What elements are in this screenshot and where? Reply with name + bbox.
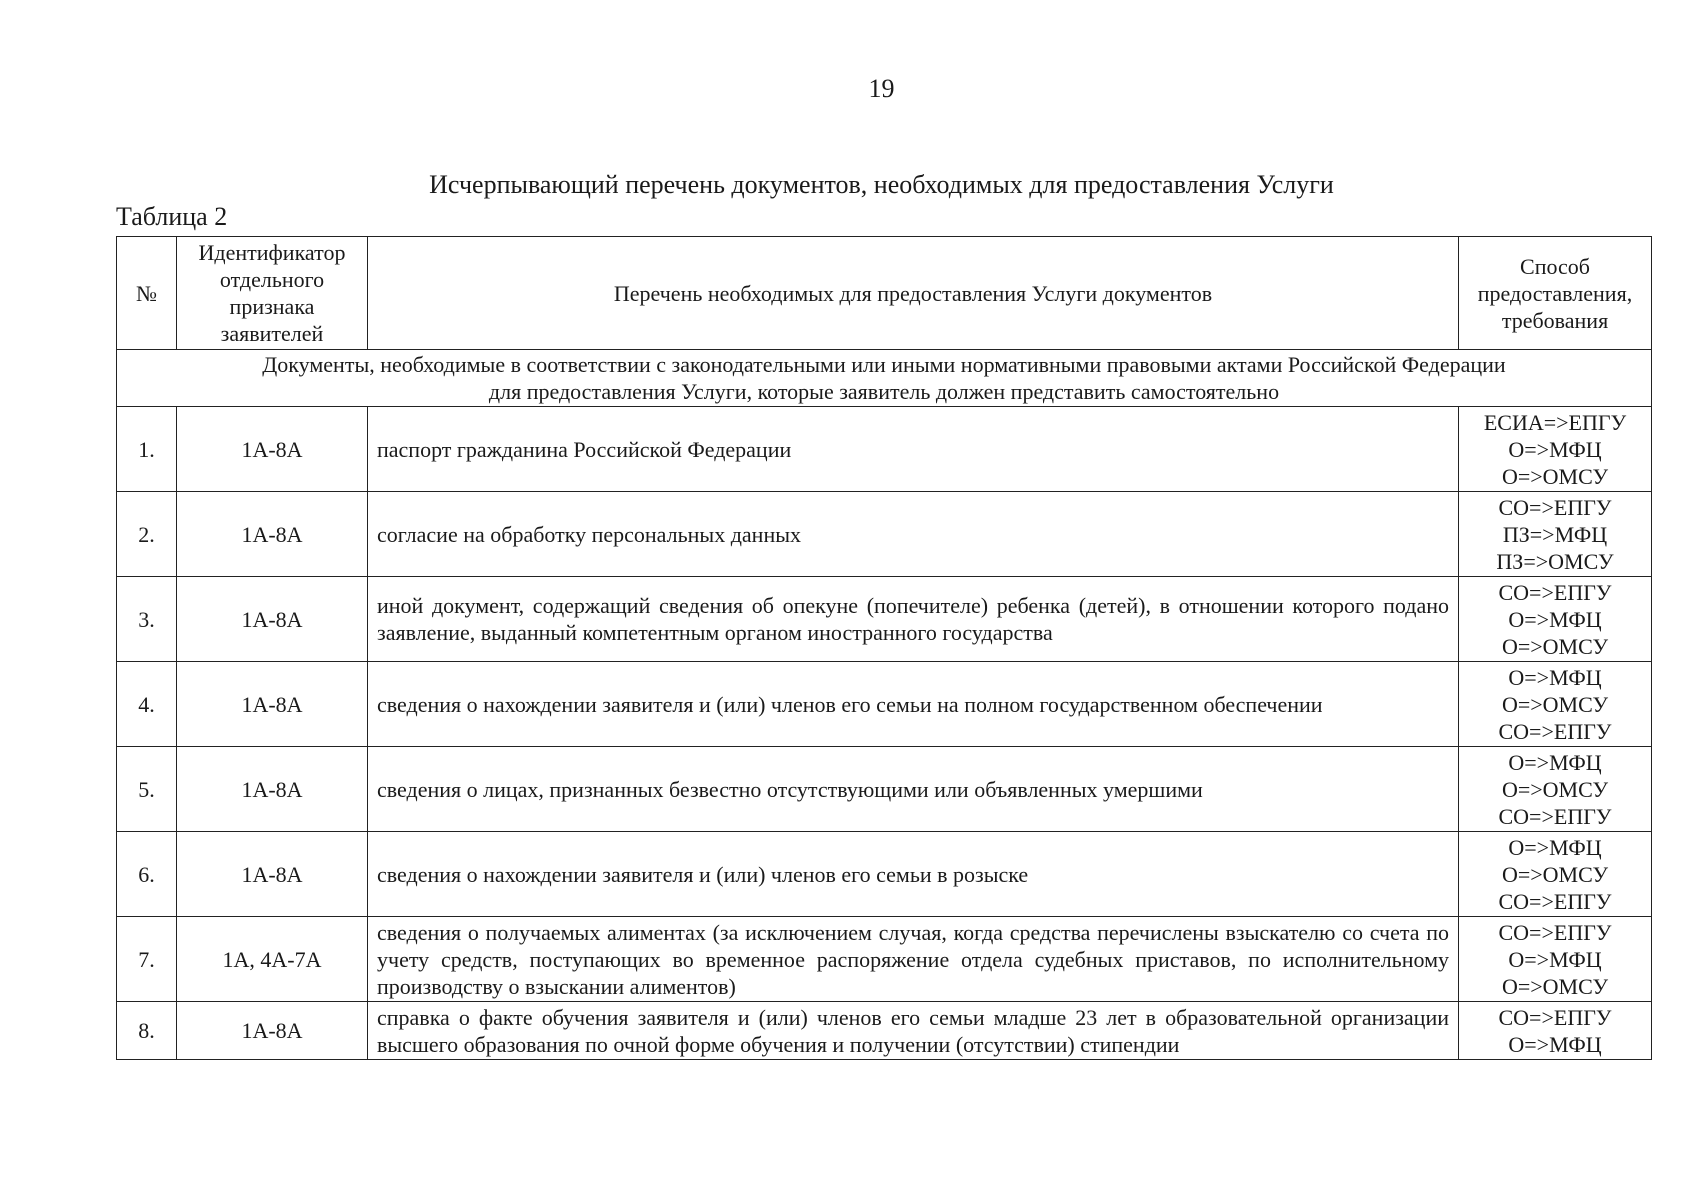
header-identifier-line: Идентификатор: [198, 240, 346, 265]
section-title: [117, 350, 1652, 407]
row-document: иной документ, содержащий сведения об опекуне (попечителе) ребенка (детей), в отношении которого подано заявление, выданный компетентным органом иностранного государства: [368, 577, 1459, 662]
table-label: Таблица 2: [116, 202, 228, 231]
header-method: [1459, 237, 1652, 350]
method-item: СО=>ЕПГУ: [1498, 919, 1612, 945]
row-identifier: 1А-8А: [177, 492, 368, 577]
header-identifier-line: отдельного: [219, 267, 325, 292]
table-row: [117, 917, 1652, 1002]
section-title-line: Документы, необходимые в соответствии с законодательными или иными нормативными правовыми актами Российской Федерации: [262, 352, 1506, 377]
method-item: СО=>ЕПГУ: [1498, 718, 1612, 744]
table-header-row: [117, 237, 1652, 350]
header-method-line: Способ: [1520, 253, 1590, 279]
row-document: сведения о лицах, признанных безвестно отсутствующими или объявленных умершими: [368, 747, 1459, 832]
row-identifier: 1А-8А: [177, 832, 368, 917]
method-item: О=>ОМСУ: [1501, 633, 1609, 659]
row-methods: [1459, 747, 1652, 832]
row-number: 7.: [117, 917, 177, 1002]
row-identifier: 1А-8А: [177, 577, 368, 662]
header-documents: Перечень необходимых для предоставления Услуги документов: [368, 237, 1459, 350]
table-row: [117, 662, 1652, 747]
row-methods: [1459, 1002, 1652, 1060]
row-identifier: 1А-8А: [177, 747, 368, 832]
method-item: О=>ОМСУ: [1501, 463, 1609, 489]
method-item: СО=>ЕПГУ: [1498, 888, 1612, 914]
row-methods: [1459, 917, 1652, 1002]
row-number: 3.: [117, 577, 177, 662]
header-identifier-line: заявителей: [220, 321, 324, 346]
row-methods: [1459, 662, 1652, 747]
method-item: О=>ОМСУ: [1501, 691, 1609, 717]
row-number: 6.: [117, 832, 177, 917]
row-methods: [1459, 832, 1652, 917]
table-row: [117, 747, 1652, 832]
row-document: согласие на обработку персональных данных: [368, 492, 1459, 577]
table-row: [117, 577, 1652, 662]
row-identifier: 1А-8А: [177, 407, 368, 492]
page-number: 19: [868, 74, 895, 103]
method-item: О=>МФЦ: [1508, 664, 1602, 690]
row-number: 4.: [117, 662, 177, 747]
method-item: О=>МФЦ: [1508, 946, 1602, 972]
row-identifier: 1А, 4А-7А: [177, 917, 368, 1002]
section-title-line: для предоставления Услуги, которые заявитель должен представить самостоятельно: [488, 379, 1280, 404]
method-item: О=>ОМСУ: [1501, 776, 1609, 802]
row-document: паспорт гражданина Российской Федерации: [368, 407, 1459, 492]
documents-table: [116, 236, 1652, 1060]
row-number: 5.: [117, 747, 177, 832]
method-item: СО=>ЕПГУ: [1498, 579, 1612, 605]
method-item: СО=>ЕПГУ: [1498, 1004, 1612, 1030]
table-row: [117, 407, 1652, 492]
table-row: [117, 492, 1652, 577]
row-document: сведения о нахождении заявителя и (или) членов его семьи в розыске: [368, 832, 1459, 917]
method-item: О=>МФЦ: [1508, 834, 1602, 860]
method-item: О=>МФЦ: [1508, 1031, 1602, 1057]
row-methods: [1459, 577, 1652, 662]
row-identifier: 1А-8А: [177, 1002, 368, 1060]
row-number: 8.: [117, 1002, 177, 1060]
row-number: 2.: [117, 492, 177, 577]
method-item: СО=>ЕПГУ: [1498, 494, 1612, 520]
method-item: О=>МФЦ: [1508, 606, 1602, 632]
row-document: справка о факте обучения заявителя и (или) членов его семьи младше 23 лет в образовательной организации высшего образования по очной форме обучения и получении (отсутствии) стипендии: [368, 1002, 1459, 1060]
table-row: [117, 832, 1652, 917]
row-methods: [1459, 407, 1652, 492]
method-item: О=>МФЦ: [1508, 749, 1602, 775]
header-method-line: предоставления,: [1477, 280, 1633, 306]
method-item: О=>ОМСУ: [1501, 973, 1609, 999]
method-item: О=>МФЦ: [1508, 436, 1602, 462]
method-item: О=>ОМСУ: [1501, 861, 1609, 887]
row-document: сведения о получаемых алиментах (за исключением случая, когда средства перечислены взыскателю со счета по учету средств, поступающих во временное распоряжение отдела судебных приставов, по исполнительному производству о взыскании алиментов): [368, 917, 1459, 1002]
section-row: [117, 350, 1652, 407]
method-item: ПЗ=>ОМСУ: [1496, 548, 1614, 574]
table-row: [117, 1002, 1652, 1060]
row-methods: [1459, 492, 1652, 577]
header-number: №: [117, 237, 177, 350]
header-identifier-line: признака: [229, 294, 315, 319]
method-item: СО=>ЕПГУ: [1498, 803, 1612, 829]
header-identifier: [177, 237, 368, 350]
header-method-line: требования: [1501, 307, 1609, 333]
document-title: Исчерпывающий перечень документов, необходимых для предоставления Услуги: [429, 170, 1334, 199]
row-document: сведения о нахождении заявителя и (или) членов его семьи на полном государственном обеспечении: [368, 662, 1459, 747]
row-number: 1.: [117, 407, 177, 492]
method-item: ПЗ=>МФЦ: [1502, 521, 1608, 547]
row-identifier: 1А-8А: [177, 662, 368, 747]
method-item: ЕСИА=>ЕПГУ: [1483, 409, 1627, 435]
